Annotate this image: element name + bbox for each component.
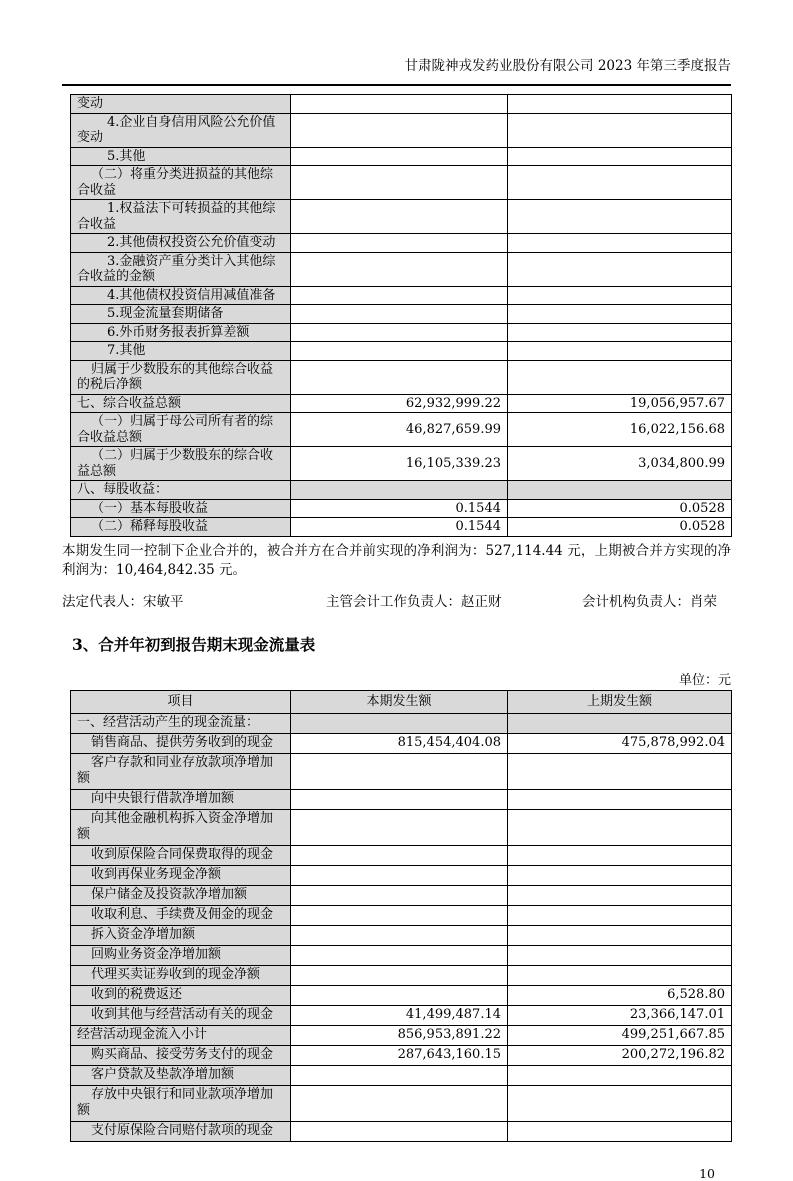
row-label-cell: 代理买卖证券收到的现金净额	[71, 965, 291, 985]
current-period-amount-cell	[291, 713, 508, 733]
prior-period-amount-cell	[508, 481, 732, 500]
merger-note: 本期发生同一控制下企业合并的，被合并方在合并前实现的净利润为：527,114.44 元，上期被合并方实现的净利润为：10,464,842.35 元。	[62, 542, 731, 578]
current-period-amount-cell	[291, 95, 508, 114]
table-row	[71, 166, 732, 200]
prior-period-amount-cell	[508, 753, 732, 789]
row-label-cell: （二）归属于少数股东的综合收益总额	[71, 447, 291, 481]
row-label-cell: 5.其他	[71, 147, 291, 166]
row-label-cell: 收到再保业务现金净额	[71, 865, 291, 885]
table-row	[71, 200, 732, 234]
row-label-cell: 收到的税费返还	[71, 985, 291, 1005]
row-label-cell: （二）将重分类进损益的其他综合收益	[71, 166, 291, 200]
row-label-cell: 5.现金流量套期储备	[71, 305, 291, 324]
row-label-cell: 归属于少数股东的其他综合收益的税后净额	[71, 360, 291, 394]
table-row	[71, 234, 732, 253]
prior-period-amount-cell: 0.0528	[508, 499, 732, 518]
prior-period-amount-cell	[508, 113, 732, 147]
prior-period-amount-cell	[508, 1065, 732, 1085]
table-row	[71, 518, 732, 537]
prior-period-amount-cell: 6,528.80	[508, 985, 732, 1005]
prior-period-amount-cell	[508, 965, 732, 985]
table-row	[71, 1065, 732, 1085]
table-row	[71, 713, 732, 733]
prior-period-amount-cell: 23,366,147.01	[508, 1005, 732, 1025]
current-period-amount-cell: 41,499,487.14	[291, 1005, 508, 1025]
current-period-amount-cell: 815,454,404.08	[291, 733, 508, 753]
prior-period-amount-cell	[508, 200, 732, 234]
row-label-cell: 4.企业自身信用风险公允价值变动	[71, 113, 291, 147]
current-period-amount-cell	[291, 865, 508, 885]
row-label-cell: 6.外币财务报表折算差额	[71, 323, 291, 342]
row-label-cell: 向中央银行借款净增加额	[71, 789, 291, 809]
row-label-cell: 回购业务资金净增加额	[71, 945, 291, 965]
prior-period-amount-cell	[508, 95, 732, 114]
table-row	[71, 499, 732, 518]
prior-period-amount-cell: 16,022,156.68	[508, 413, 732, 447]
table-row	[71, 845, 732, 865]
prior-period-amount-cell	[508, 342, 732, 361]
current-period-amount-cell	[291, 481, 508, 500]
section-heading-cash-flow-statement: 3、合并年初到报告期末现金流量表	[72, 634, 316, 654]
comprehensive-income-table	[70, 94, 732, 537]
current-period-amount-cell: 856,953,891.22	[291, 1025, 508, 1045]
row-label-cell: 3.金融资产重分类计入其他综合收益的金额	[71, 252, 291, 286]
table-row	[71, 447, 732, 481]
table-row	[71, 286, 732, 305]
current-period-amount-cell	[291, 885, 508, 905]
table-row	[71, 323, 732, 342]
current-period-amount-cell	[291, 323, 508, 342]
prior-period-amount-cell: 475,878,992.04	[508, 733, 732, 753]
row-label-cell: 一、经营活动产生的现金流量：	[71, 713, 291, 733]
current-period-amount-cell: 16,105,339.23	[291, 447, 508, 481]
table-row	[71, 789, 732, 809]
row-label-cell: 向其他金融机构拆入资金净增加额	[71, 809, 291, 845]
row-label-cell: 七、综合收益总额	[71, 394, 291, 413]
prior-period-amount-cell	[508, 865, 732, 885]
current-period-amount-cell	[291, 360, 508, 394]
table-row	[71, 95, 732, 114]
prior-period-amount-cell: 200,272,196.82	[508, 1045, 732, 1065]
column-header-current-period: 本期发生额	[291, 690, 508, 713]
row-label-cell: 拆入资金净增加额	[71, 925, 291, 945]
table-row	[71, 147, 732, 166]
row-label-cell: 购买商品、接受劳务支付的现金	[71, 1045, 291, 1065]
table-row	[71, 809, 732, 845]
current-period-amount-cell: 0.1544	[291, 518, 508, 537]
prior-period-amount-cell: 3,034,800.99	[508, 447, 732, 481]
table-row	[71, 945, 732, 965]
prior-period-amount-cell	[508, 845, 732, 865]
table-row	[71, 413, 732, 447]
prior-period-amount-cell	[508, 305, 732, 324]
row-label-cell: 支付原保险合同赔付款项的现金	[71, 1121, 291, 1141]
current-period-amount-cell	[291, 234, 508, 253]
prior-period-amount-cell	[508, 1121, 732, 1141]
row-label-cell: 7.其他	[71, 342, 291, 361]
row-label-cell: （二）稀释每股收益	[71, 518, 291, 537]
current-period-amount-cell: 62,932,999.22	[291, 394, 508, 413]
row-label-cell: （一）归属于母公司所有者的综合收益总额	[71, 413, 291, 447]
table-row	[71, 1121, 732, 1141]
table-row	[71, 342, 732, 361]
table-row	[71, 965, 732, 985]
current-period-amount-cell	[291, 905, 508, 925]
current-period-amount-cell: 0.1544	[291, 499, 508, 518]
table-row	[71, 1045, 732, 1065]
prior-period-amount-cell	[508, 809, 732, 845]
current-period-amount-cell	[291, 342, 508, 361]
unit-label: 单位：元	[678, 672, 731, 688]
table-row	[71, 1085, 732, 1121]
row-label-cell: 2.其他债权投资公允价值变动	[71, 234, 291, 253]
current-period-amount-cell	[291, 200, 508, 234]
current-period-amount-cell	[291, 1121, 508, 1141]
cash-flow-table	[70, 690, 732, 1142]
table-row	[71, 753, 732, 789]
row-label-cell: 收取利息、手续费及佣金的现金	[71, 905, 291, 925]
table-row	[71, 985, 732, 1005]
current-period-amount-cell	[291, 1065, 508, 1085]
chief-accountant: 主管会计工作负责人：赵正财	[326, 593, 502, 610]
current-period-amount-cell: 46,827,659.99	[291, 413, 508, 447]
prior-period-amount-cell	[508, 905, 732, 925]
current-period-amount-cell	[291, 305, 508, 324]
table-row	[71, 394, 732, 413]
prior-period-amount-cell	[508, 713, 732, 733]
prior-period-amount-cell	[508, 252, 732, 286]
current-period-amount-cell	[291, 925, 508, 945]
prior-period-amount-cell: 499,251,667.85	[508, 1025, 732, 1045]
prior-period-amount-cell	[508, 360, 732, 394]
table-row	[71, 885, 732, 905]
prior-period-amount-cell	[508, 945, 732, 965]
prior-period-amount-cell	[508, 166, 732, 200]
table-row	[71, 360, 732, 394]
column-header-prior-period: 上期发生额	[508, 690, 732, 713]
row-label-cell: 客户存款和同业存放款项净增加额	[71, 753, 291, 789]
row-label-cell: 存放中央银行和同业款项净增加额	[71, 1085, 291, 1121]
table-row	[71, 113, 732, 147]
legal-representative: 法定代表人：宋敏平	[62, 593, 184, 610]
current-period-amount-cell	[291, 113, 508, 147]
current-period-amount-cell	[291, 753, 508, 789]
row-label-cell: 销售商品、提供劳务收到的现金	[71, 733, 291, 753]
prior-period-amount-cell	[508, 323, 732, 342]
signatories-row	[62, 594, 731, 611]
prior-period-amount-cell	[508, 885, 732, 905]
row-label-cell: 变动	[71, 95, 291, 114]
prior-period-amount-cell	[508, 925, 732, 945]
current-period-amount-cell	[291, 965, 508, 985]
current-period-amount-cell	[291, 166, 508, 200]
current-period-amount-cell	[291, 845, 508, 865]
prior-period-amount-cell: 19,056,957.67	[508, 394, 732, 413]
table-row	[71, 905, 732, 925]
table-row	[71, 865, 732, 885]
row-label-cell: 保户储金及投资款净增加额	[71, 885, 291, 905]
row-label-cell: 4.其他债权投资信用减值准备	[71, 286, 291, 305]
current-period-amount-cell	[291, 985, 508, 1005]
row-label-cell: （一）基本每股收益	[71, 499, 291, 518]
current-period-amount-cell	[291, 1085, 508, 1121]
current-period-amount-cell	[291, 252, 508, 286]
income-table-body	[71, 95, 732, 537]
table-row	[71, 1025, 732, 1045]
cash-flow-table-body	[71, 713, 732, 1141]
current-period-amount-cell: 287,643,160.15	[291, 1045, 508, 1065]
column-header-item: 项目	[71, 690, 291, 713]
header-rule	[62, 84, 731, 86]
page-number: 10	[699, 1165, 715, 1181]
table-row	[71, 481, 732, 500]
prior-period-amount-cell	[508, 1085, 732, 1121]
table-row	[71, 733, 732, 753]
prior-period-amount-cell	[508, 147, 732, 166]
current-period-amount-cell	[291, 809, 508, 845]
prior-period-amount-cell: 0.0528	[508, 518, 732, 537]
current-period-amount-cell	[291, 286, 508, 305]
table-header-row	[71, 690, 732, 713]
table-row	[71, 925, 732, 945]
current-period-amount-cell	[291, 945, 508, 965]
table-row	[71, 252, 732, 286]
prior-period-amount-cell	[508, 286, 732, 305]
row-label-cell: 收到原保险合同保费取得的现金	[71, 845, 291, 865]
row-label-cell: 收到其他与经营活动有关的现金	[71, 1005, 291, 1025]
current-period-amount-cell	[291, 147, 508, 166]
row-label-cell: 八、每股收益：	[71, 481, 291, 500]
row-label-cell: 经营活动现金流入小计	[71, 1025, 291, 1045]
accounting-org-head: 会计机构负责人：肖荣	[582, 593, 717, 610]
row-label-cell: 客户贷款及垫款净增加额	[71, 1065, 291, 1085]
report-header-title: 甘肃陇神戎发药业股份有限公司 2023 年第三季度报告	[404, 58, 731, 74]
prior-period-amount-cell	[508, 789, 732, 809]
row-label-cell: 1.权益法下可转损益的其他综合收益	[71, 200, 291, 234]
current-period-amount-cell	[291, 789, 508, 809]
table-row	[71, 305, 732, 324]
table-row	[71, 1005, 732, 1025]
prior-period-amount-cell	[508, 234, 732, 253]
